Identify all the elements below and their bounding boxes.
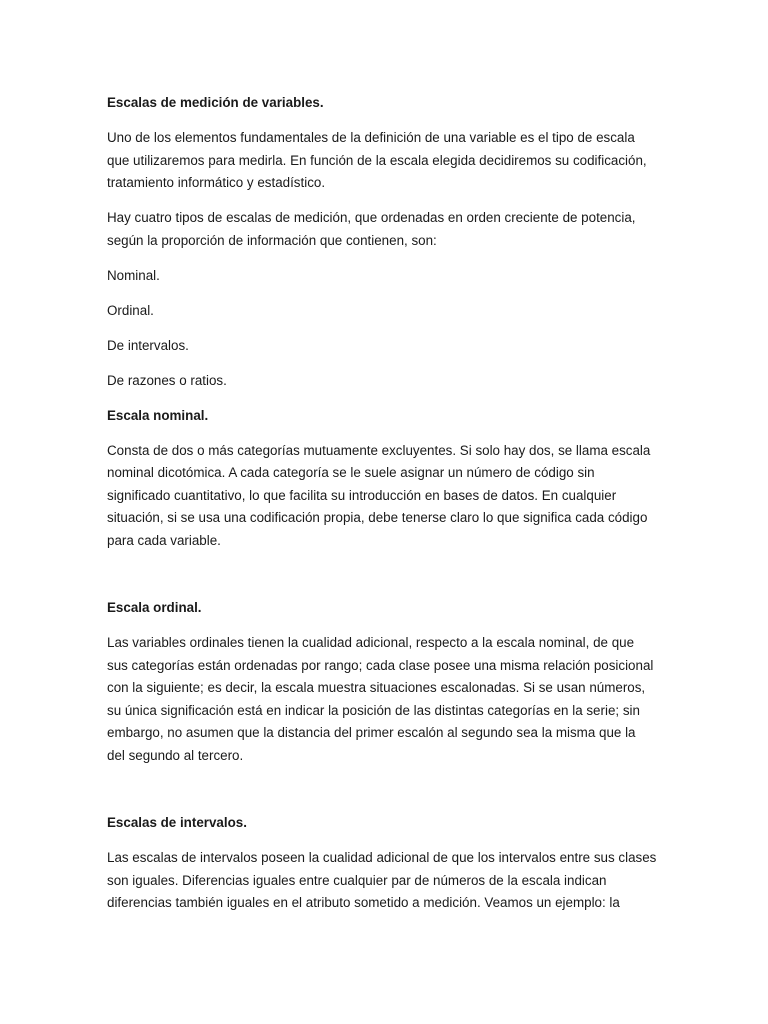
section-body-ordinal [107,632,663,767]
title-line: Escalas de medición de variables. [107,95,324,110]
text-line: significado cuantitativo, lo que facilita su introducción en bases de datos. En cualquier [107,487,617,503]
section-heading-nominal [107,405,663,428]
document-title [107,92,663,115]
text-line: que utilizaremos para medirla. En función de la escala elegida decidiremos su codificación, [107,152,647,168]
text-line: Consta de dos o más categorías mutuamente excluyentes. Si solo hay dos, se llama escala [107,442,651,458]
section-heading-intervals [107,812,663,835]
section-body-intervals [107,847,663,915]
text-line: tratamiento informático y estadístico. [107,175,326,190]
text-line: nominal dicotómica. A cada categoría se le suele asignar un número de código sin [107,465,595,480]
type-item-ratios [107,370,663,393]
section-heading-text: Escalas de intervalos. [107,815,247,830]
type-item-ordinal [107,300,663,323]
text-line: sus categorías están ordenadas por rango; cada clase posee una misma relación posicional [107,657,654,673]
text-line: según la proporción de información que contienen, son: [107,232,437,248]
section-body-nominal [107,440,663,553]
text-line: son iguales. Diferencias iguales entre cualquier par de números de la escala indican [107,872,607,888]
text-line: embargo, no asumen que la distancia del primer escalón al segundo sea la misma que la [107,725,636,740]
type-item-label: Nominal. [107,267,160,283]
text-line: Las variables ordinales tienen la cualidad adicional, respecto a la escala nominal, de que [107,635,635,650]
document-page [107,92,663,915]
section-heading-text: Escala ordinal. [107,600,202,615]
section-heading-ordinal [107,597,663,620]
section-heading-text: Escala nominal. [107,407,209,423]
type-item-label: Ordinal. [107,302,154,318]
text-line: con la siguiente; es decir, la escala muestra situaciones escalonadas. Si se usan números, [107,680,646,695]
text-line: diferencias también iguales en el atributo sometido a medición. Veamos un ejemplo: la [107,895,620,910]
intro-paragraph [107,127,663,195]
text-line: para cada variable. [107,532,221,548]
types-intro-paragraph [107,207,663,252]
text-line: situación, si se usa una codificación propia, debe tenerse claro lo que significa cada código [107,510,648,525]
text-line: Las escalas de intervalos poseen la cualidad adicional de que los intervalos entre sus clases [107,850,657,865]
text-line: del segundo al tercero. [107,747,244,763]
type-item-nominal [107,265,663,288]
text-line: Hay cuatro tipos de escalas de medición, que ordenadas en orden creciente de potencia, [107,210,636,225]
text-line: su única significación está en indicar la posición de las distintas categorías en la serie; sin [107,702,640,718]
type-item-label: De intervalos. [107,337,189,353]
text-line: Uno de los elementos fundamentales de la definición de una variable es el tipo de escala [107,130,635,145]
type-item-intervals [107,335,663,358]
type-item-label: De razones o ratios. [107,372,227,388]
